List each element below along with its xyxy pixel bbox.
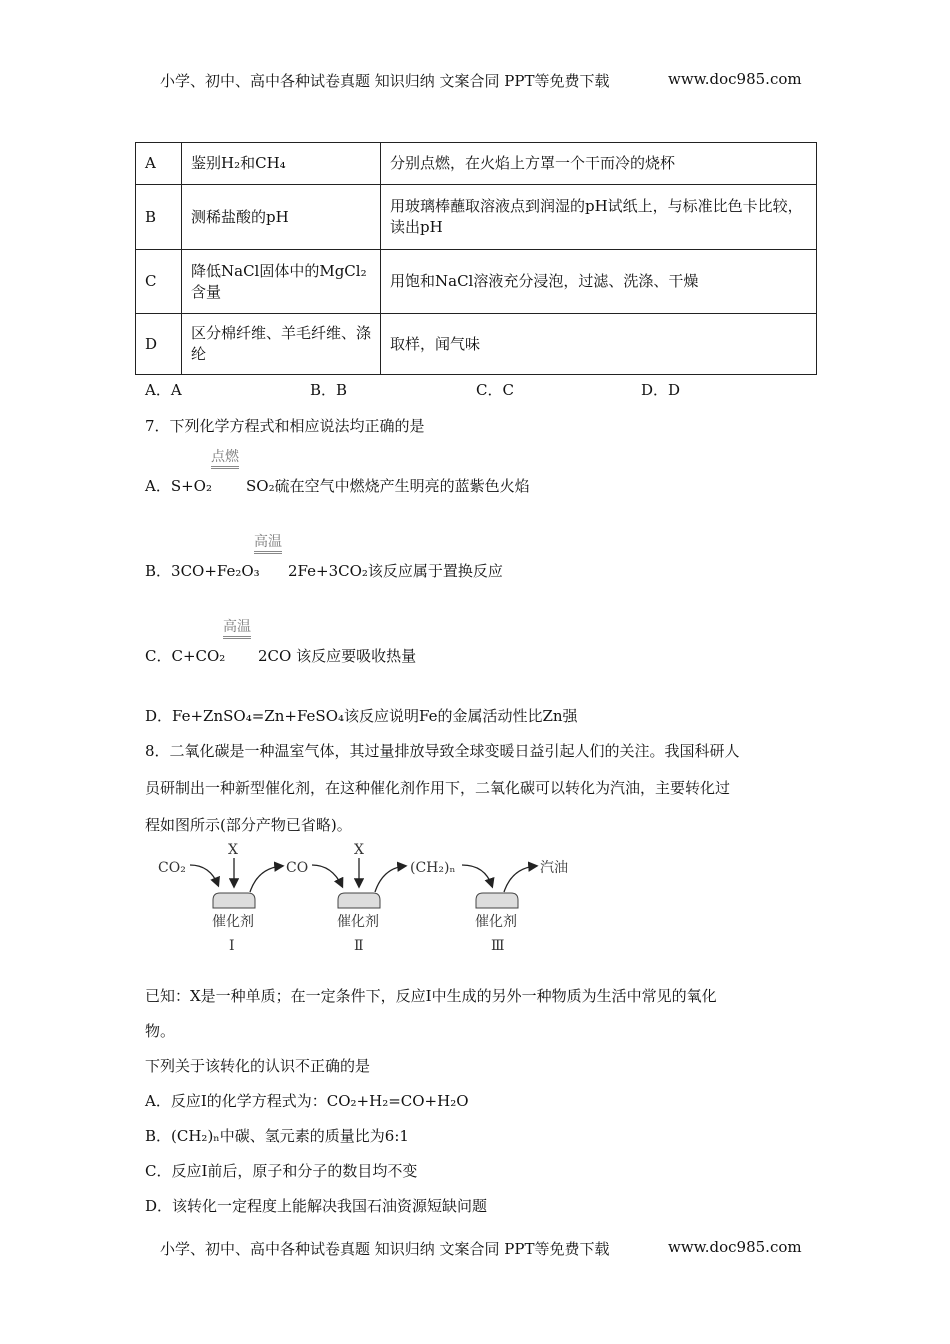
cell-item: 测稀盐酸的pH xyxy=(182,185,381,250)
cell-method: 用玻璃棒蘸取溶液点到润湿的pH试纸上，与标准比色卡比较，读出pH xyxy=(381,185,817,250)
q7-option-c-left[interactable]: C．C+CO₂ xyxy=(145,647,226,665)
q7-option-b-left[interactable]: B．3CO+Fe₂O₃ xyxy=(145,562,260,580)
q7-option-d[interactable]: D．Fe+ZnSO₄=Zn+FeSO₄该反应说明Fe的金属活动性比Zn强 xyxy=(145,707,578,725)
cell-option: B xyxy=(136,185,182,250)
label-co2: CO₂ xyxy=(158,860,186,876)
cell-item: 降低NaCl固体中的MgCl₂含量 xyxy=(182,250,381,314)
label-gasoline: 汽油 xyxy=(540,860,568,876)
table-row xyxy=(136,143,817,185)
header-text: 小学、初中、高中各种试卷真题 知识归纳 文案合同 PPT等免费下载 xyxy=(160,72,610,90)
footer-url[interactable]: www.doc985.com xyxy=(668,1238,802,1256)
label-ch2n: (CH₂)ₙ xyxy=(410,860,456,876)
q8-option-a[interactable]: A．反应Ⅰ的化学方程式为：CO₂+H₂=CO+H₂O xyxy=(145,1092,469,1110)
q8-question: 下列关于该转化的认识不正确的是 xyxy=(145,1057,371,1075)
footer-text: 小学、初中、高中各种试卷真题 知识归纳 文案合同 PPT等免费下载 xyxy=(160,1240,610,1258)
cell-method: 分别点燃，在火焰上方罩一个干而冷的烧杯 xyxy=(381,143,817,185)
catalyst-label-1: 催化剂 xyxy=(212,914,254,930)
q8-option-d[interactable]: D．该转化一定程度上能解决我国石油资源短缺问题 xyxy=(145,1197,488,1215)
cell-item: 鉴别H₂和CH₄ xyxy=(182,143,381,185)
cell-option: A xyxy=(136,143,182,185)
q6-choice-a[interactable]: A．A xyxy=(145,381,182,399)
catalyst-label-2: 催化剂 xyxy=(337,914,379,930)
table-row xyxy=(136,314,817,375)
cell-method: 用饱和NaCl溶液充分浸泡，过滤、洗涤、干燥 xyxy=(381,250,817,314)
arrows xyxy=(190,858,536,892)
q7-option-b-right[interactable]: 2Fe+3CO₂该反应属于置换反应 xyxy=(288,562,503,580)
q7-option-a-left[interactable]: A．S+O₂ xyxy=(145,477,212,495)
stage-2: Ⅱ xyxy=(354,938,364,954)
q7-option-a-right[interactable]: SO₂硫在空气中燃烧产生明亮的蓝紫色火焰 xyxy=(246,477,530,495)
q8-known-line2: 物。 xyxy=(145,1022,176,1040)
q6-choice-b[interactable]: B．B xyxy=(310,381,348,399)
catalyst-blocks xyxy=(213,893,518,908)
catalyst-label-3: 催化剂 xyxy=(475,914,517,930)
q8-stem-line1: 8．二氧化碳是一种温室气体，其过量排放导致全球变暖日益引起人们的关注。我国科研人 xyxy=(145,742,740,760)
condition-high-temp: 高温 xyxy=(254,534,282,554)
q6-choice-d[interactable]: D．D xyxy=(641,381,681,399)
q6-choice-c[interactable]: C．C xyxy=(476,381,514,399)
q8-option-c[interactable]: C．反应Ⅰ前后，原子和分子的数目均不变 xyxy=(145,1162,418,1180)
label-co: CO xyxy=(286,860,309,876)
q8-known-line1: 已知：X是一种单质；在一定条件下，反应Ⅰ中生成的另外一种物质为生活中常见的氧化 xyxy=(145,987,717,1005)
header-url[interactable]: www.doc985.com xyxy=(668,70,802,88)
cell-method: 取样，闻气味 xyxy=(381,314,817,375)
cell-option: D xyxy=(136,314,182,375)
conversion-diagram xyxy=(140,830,600,960)
condition-high-temp: 高温 xyxy=(223,619,251,639)
experiment-table xyxy=(135,142,817,375)
table-row xyxy=(136,185,817,250)
cell-item: 区分棉纤维、羊毛纤维、涤纶 xyxy=(182,314,381,375)
stage-3: Ⅲ xyxy=(491,938,505,954)
stage-1: Ⅰ xyxy=(229,938,235,954)
condition-ignite: 点燃 xyxy=(211,449,239,469)
q8-option-b[interactable]: B．(CH₂)ₙ中碳、氢元素的质量比为6:1 xyxy=(145,1127,409,1145)
q7-option-c-right[interactable]: 2CO 该反应要吸收热量 xyxy=(258,647,417,665)
label-x-1: X xyxy=(228,842,238,858)
q8-stem-line2: 员研制出一种新型催化剂，在这种催化剂作用下，二氧化碳可以转化为汽油，主要转化过 xyxy=(145,779,731,797)
cell-option: C xyxy=(136,250,182,314)
q8-stem-line3: 程如图所示(部分产物已省略)。 xyxy=(145,816,352,834)
table-row xyxy=(136,250,817,314)
label-x-2: X xyxy=(354,842,364,858)
q7-stem: 7．下列化学方程式和相应说法均正确的是 xyxy=(145,417,425,435)
